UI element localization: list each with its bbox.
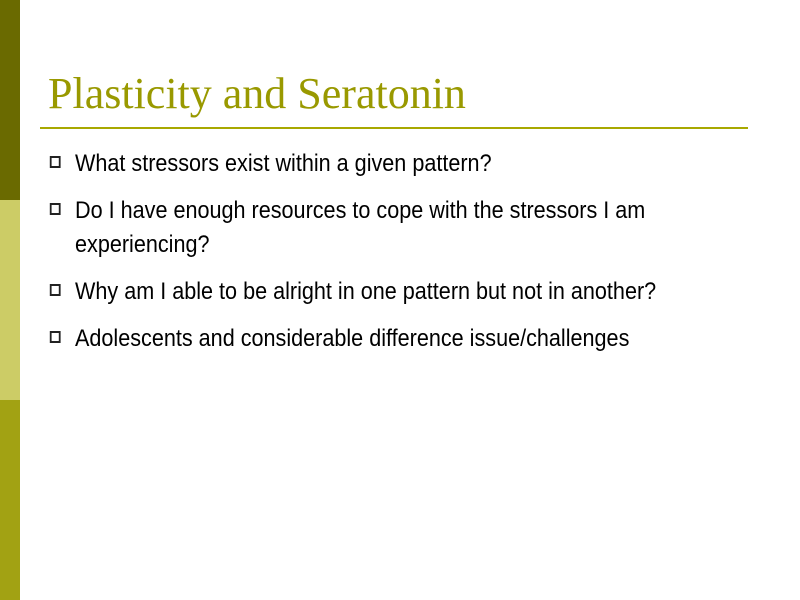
bullet-item: [48, 194, 696, 262]
bullet-text: Why am I able to be alright in one pattern but not in another?: [75, 278, 657, 305]
bullet-item: [48, 322, 696, 356]
side-bar-dark-segment: [0, 0, 20, 200]
bullet-text: What stressors exist within a given pattern?: [75, 150, 492, 177]
bullet-item: [48, 147, 696, 181]
hollow-square-bullet-icon: [50, 331, 61, 343]
bullet-item: [48, 275, 696, 309]
side-bar-mid-segment: [0, 400, 20, 600]
bullet-text: Do I have enough resources to cope with the stressors I am experiencing?: [75, 197, 646, 258]
slide-title: Plasticity and Seratonin: [48, 69, 466, 118]
bullet-text: Adolescents and considerable difference issue/challenges: [75, 325, 630, 352]
hollow-square-bullet-icon: [50, 156, 61, 168]
bullet-list: [48, 147, 768, 369]
hollow-square-bullet-icon: [50, 284, 61, 296]
title-divider: [40, 127, 748, 129]
hollow-square-bullet-icon: [50, 203, 61, 215]
side-bar-light-segment: [0, 200, 20, 400]
